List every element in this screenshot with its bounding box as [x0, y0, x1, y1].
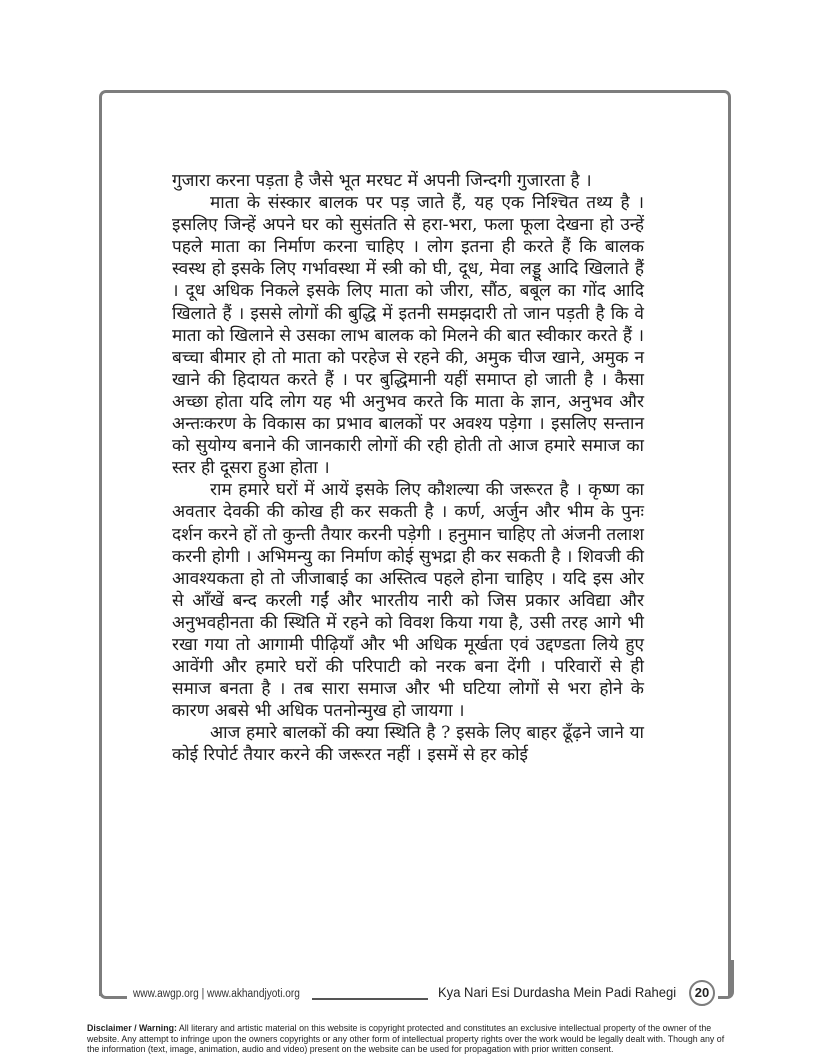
paragraph: माता के संस्कार बालक पर पड़ जाते हैं, यह एक निश्चित तथ्य है । इसलिए जिन्हें अपने घर को सुसंतति से हरा-भरा, फला फूला देखना हो उन्हें पहले माता का निर्माण करना चाहिए । लोग इतना ही करते हैं कि बालक स्वस्थ हो इसके लिए गर्भावस्था में स्त्री को घी, दूध, मेवा लड्डू आदि खिलाते हैं । दूध अधिक निकले इसके लिए माता को जीरा, सौंठ, बबूल का गोंद आदि खिलाते हैं । इससे लोगों की बुद्धि में इतनी समझदारी तो जान पड़ती है कि वे माता को खिलाने से उसका लाभ बालक को मिलने की बात स्वीकार करते हैं । बच्चा बीमार हो तो माता को परहेज से रहने की, अमुक चीज खाने, अमुक न खाने की हिदायत करते हैं । पर बुद्धिमानी यहीं समाप्त हो जाती है । कैसा अच्छा होता यदि लोग यह भी अनुभव करते कि माता के ज्ञान, अनुभव और अन्तःकरण के विकास का प्रभाव बालकों पर अवश्य पड़ेगा । इसलिए सन्तान को सुयोग्य बनाने की जानकारी लोगों की रही होती तो आज हमारे समाज का स्तर ही दूसरा हुआ होता ।: [172, 193, 644, 479]
disclaimer-label: Disclaimer / Warning:: [87, 1023, 177, 1034]
footer-book-title: Kya Nari Esi Durdasha Mein Padi Rahegi: [438, 984, 677, 1000]
disclaimer: [87, 1024, 731, 1056]
body-text: [172, 170, 644, 767]
disclaimer-text: All literary and artistic material on this website is copyright protected and constitutes an exclusive intellectual property of the owner of the website. Any attempt to infringe upon the owners copyrights or any other form of intellectual property rights over the work would be legally dealt with. Though any of the information (text, image, animation, audio and video) present on the website can be used for propagation with prior written consent.: [87, 1023, 725, 1055]
paragraph: आज हमारे बालकों की क्या स्थिति है ? इसके लिए बाहर ढूँढ़ने जाने या कोई रिपोर्ट तैयार करने की जरूरत नहीं । इसमें से हर कोई: [172, 723, 644, 766]
footer-websites: www.awgp.org | www.akhandjyoti.org: [133, 988, 300, 1000]
paragraph: गुजारा करना पड़ता है जैसे भूत मरघट में अपनी जिन्दगी गुजारता है ।: [172, 171, 592, 191]
footer-divider: [312, 998, 428, 1000]
page-number-badge: 20: [689, 980, 715, 1006]
page-frame-corner-bottom-right: [718, 960, 734, 999]
paragraph: राम हमारे घरों में आयें इसके लिए कौशल्या की जरूरत है । कृष्ण का अवतार देवकी की कोख ही कर सकती है । कर्ण, अर्जुन और भीम के पुनः दर्शन करने हों तो कुन्ती तैयार करनी पड़ेगी । हनुमान चाहिए तो अंजनी तलाश करनी होगी । अभिमन्यु का निर्माण कोई सुभद्रा ही कर सकती है । शिवजी की आवश्यकता हो तो जीजाबाई का अस्तित्व पहले होना चाहिए । यदि इस ओर से आँखें बन्द करली गईं और भारतीय नारी को जिस प्रकार अविद्या और अनुभवहीनता की स्थिति में रहने को विवश किया गया है, उसी तरह आगे भी रखा गया तो आगामी पीढ़ियाँ और भी अधिक मूर्खता एवं उद्दण्डता लिये हुए आवेंगी और हमारे घरों की परिपाटी को नरक बना देंगी । परिवारों से ही समाज बनता है । तब सारा समाज और भी घटिया लोगों से भरा होने के कारण अबसे भी अधिक पतनोन्मुख हो जायगा ।: [172, 480, 644, 722]
page-frame-corner-bottom-left: [99, 960, 127, 999]
